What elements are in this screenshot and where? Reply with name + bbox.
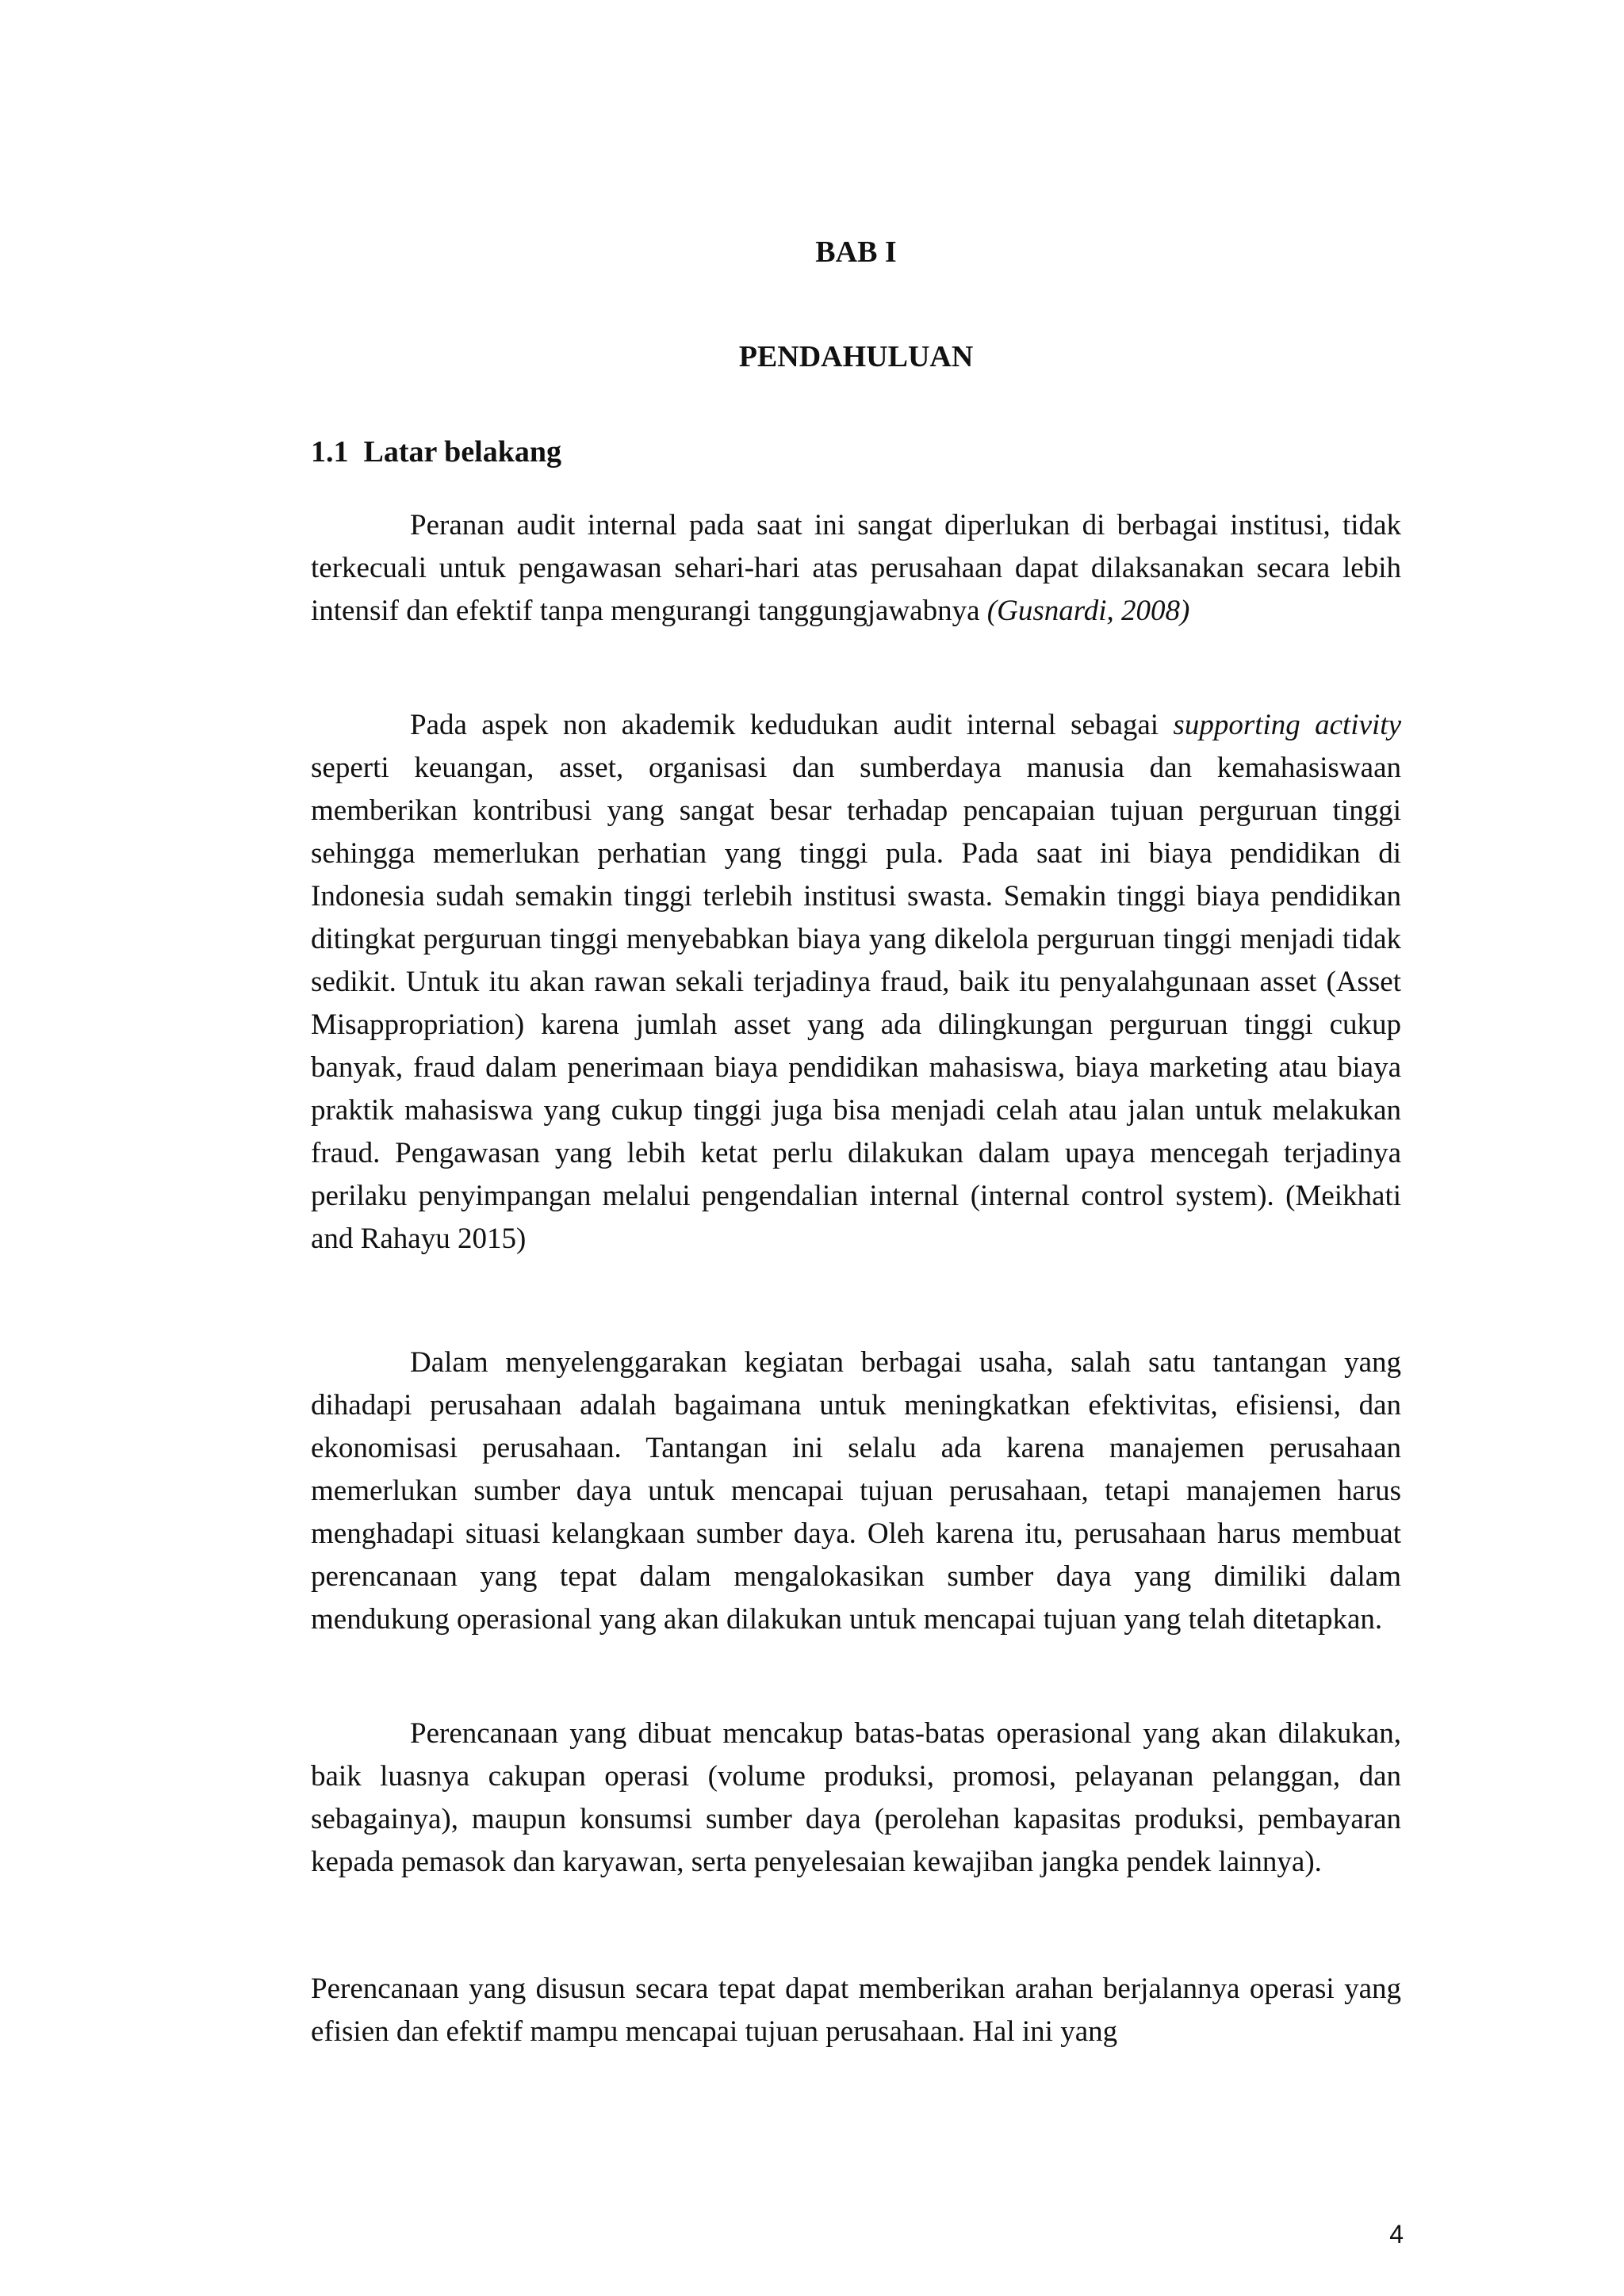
- paragraph-2: [311, 704, 1401, 1261]
- chapter-number: BAB I: [815, 235, 897, 269]
- paragraph-3-text: Dalam menyelenggarakan kegiatan berbagai usaha, salah satu tantangan yang dihadapi perusahaan adalah bagaimana untuk meningkatkan efektivitas, efisiensi, dan ekonomisasi perusahaan. Tantangan ini selalu ada karena manajemen perusahaan memerlukan sumber daya untuk mencapai tujuan perusahaan, tetapi manajemen harus menghadapi situasi kelangkaan sumber daya. Oleh karena itu, perusahaan harus membuat perencanaan yang tepat dalam mengalokasikan sumber daya yang dimiliki dalam mendukung operasional yang akan dilakukan untuk mencapai tujuan yang telah ditetapkan.: [311, 1346, 1401, 1636]
- chapter-title: PENDAHULUAN: [738, 340, 974, 373]
- paragraph-4-text: Perencanaan yang dibuat mencakup batas-batas operasional yang akan dilakukan, baik luasnya cakupan operasi (volume produksi, promosi, pelayanan pelanggan, dan sebagainya), maupun konsumsi sumber daya (perolehan kapasitas produksi, pembayaran kepada pemasok dan karyawan, serta penyelesaian kewajiban jangka pendek lainnya).: [311, 1717, 1401, 1878]
- paragraph-2-lead: Pada aspek non akademik kedudukan audit internal sebagai: [410, 709, 1174, 741]
- paragraph-3: [311, 1341, 1401, 1641]
- paragraph-4: [311, 1712, 1401, 1884]
- section-heading: 1.1 Latar belakang: [311, 435, 562, 469]
- paragraph-1: [311, 504, 1401, 633]
- page-number: 4: [1389, 2220, 1404, 2248]
- paragraph-1-text: Peranan audit internal pada saat ini sangat diperlukan di berbagai institusi, tidak terkecuali untuk pengawasan sehari-hari atas perusahaan dapat dilaksanakan secara lebih intensif dan efektif tanpa mengurangi tanggungjawabnya: [311, 509, 1401, 627]
- paragraph-5: [311, 1968, 1401, 2053]
- paragraph-2-italic-term: supporting activity: [1173, 709, 1401, 741]
- paragraph-2-text: seperti keuangan, asset, organisasi dan sumberdaya manusia dan kemahasiswaan memberikan kontribusi yang sangat besar terhadap pencapaian tujuan perguruan tinggi sehingga memerlukan perhatian yang tinggi pula. Pada saat ini biaya pendidikan di Indonesia sudah semakin tinggi terlebih institusi swasta. Semakin tinggi biaya pendidikan ditingkat perguruan tinggi menyebabkan biaya yang dikelola perguruan tinggi menjadi tidak sedikit. Untuk itu akan rawan sekali terjadinya fraud, baik itu penyalahgunaan asset (Asset Misappropriation) karena jumlah asset yang ada dilingkungan perguruan tinggi cukup banyak, fraud dalam penerimaan biaya pendidikan mahasiswa, biaya marketing atau biaya praktik mahasiswa yang cukup tinggi juga bisa menjadi celah atau jalan untuk melakukan fraud. Pengawasan yang lebih ketat perlu dilakukan dalam upaya mencegah terjadinya perilaku penyimpangan melalui pengendalian internal (internal control system). (Meikhati and Rahayu 2015): [311, 752, 1401, 1255]
- paragraph-5-text: Perencanaan yang disusun secara tepat dapat memberikan arahan berjalannya operasi yang efisien dan efektif mampu mencapai tujuan perusahaan. Hal ini yang: [311, 1973, 1401, 2048]
- paragraph-1-citation: (Gusnardi, 2008): [986, 595, 1190, 627]
